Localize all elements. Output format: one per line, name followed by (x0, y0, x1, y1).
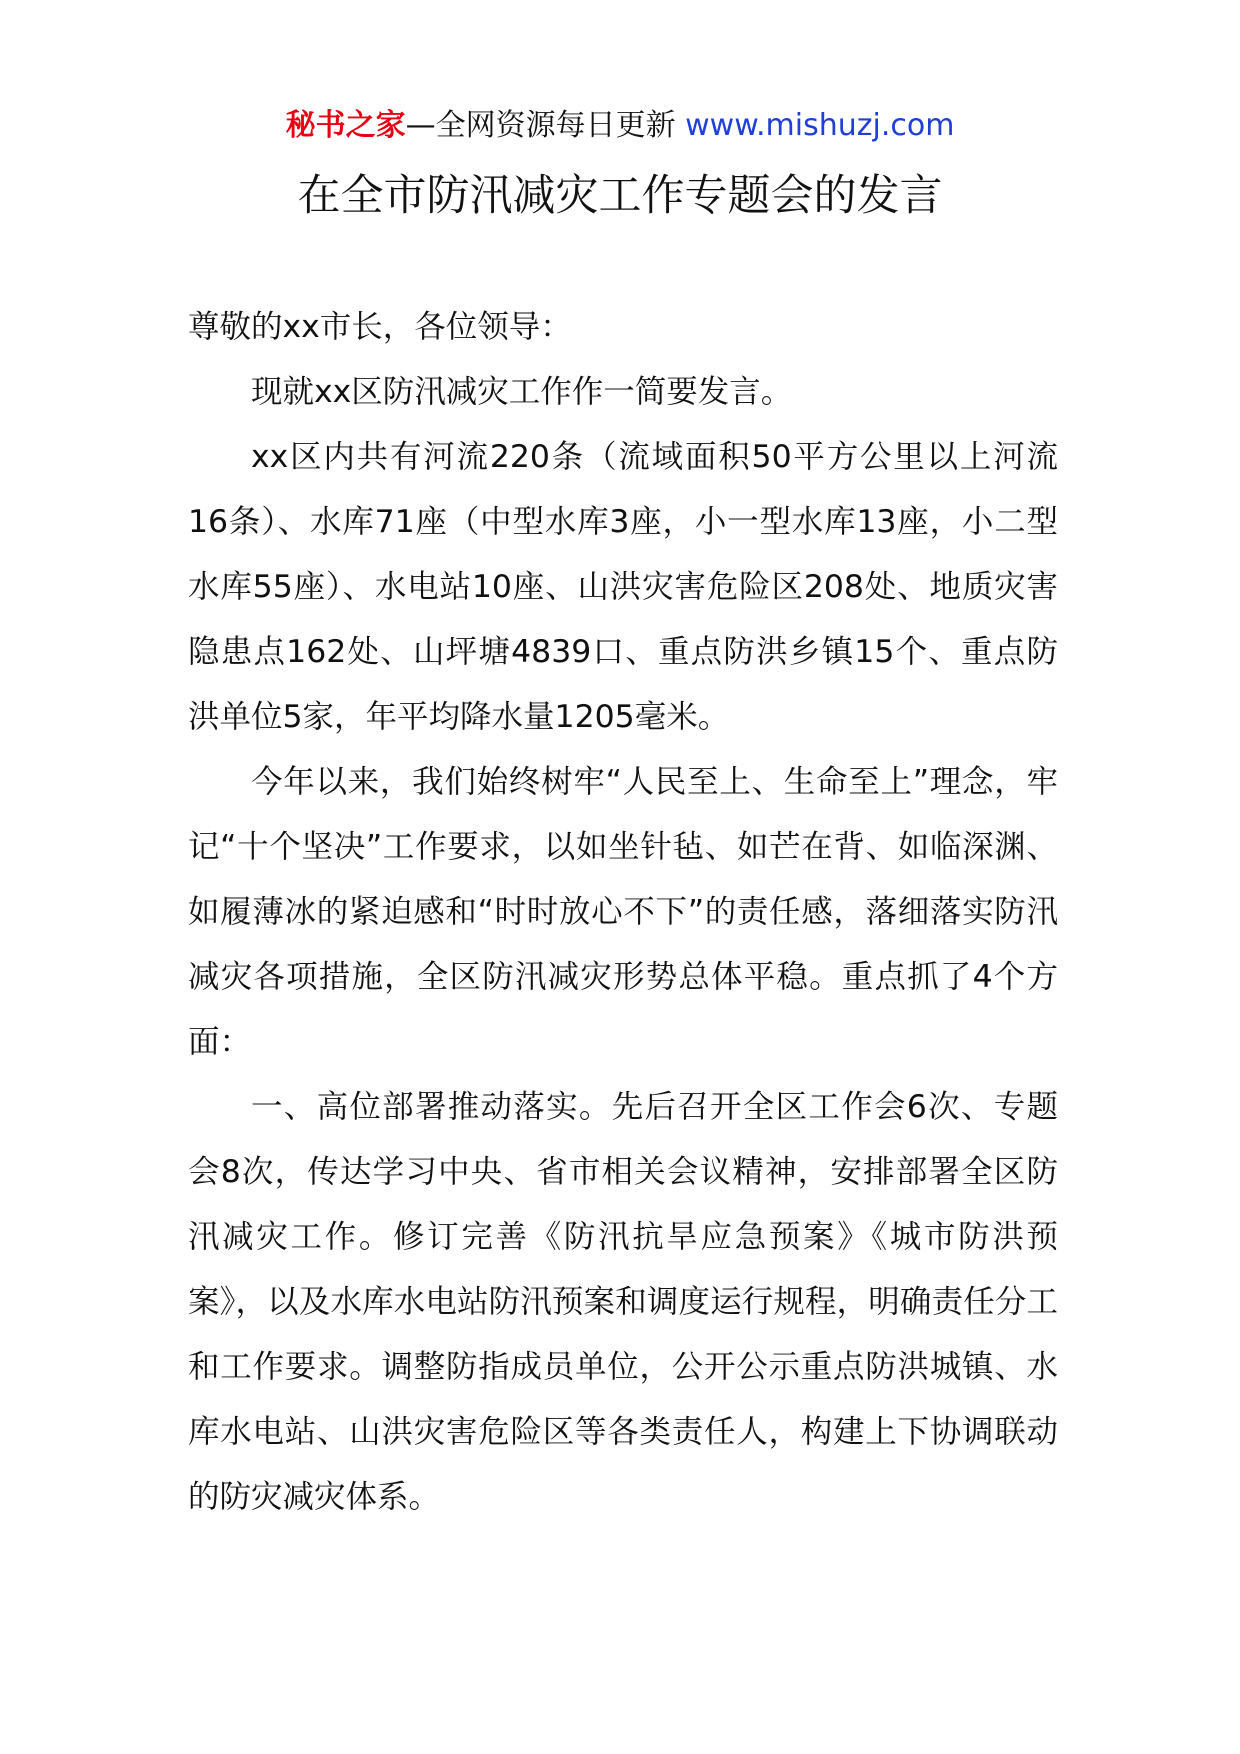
document-body (188, 295, 1058, 1530)
body-paragraph-intro: 现就xx区防汛减灾工作作一简要发言。 (251, 374, 793, 410)
body-paragraph-overview: xx区内共有河流220条（流域面积50平方公里以上河流16条）、水库71座（中型水库3座，小一型水库13座，小二型水库55座）、水电站10座、山洪灾害危险区208处、地质灾害隐患点162处、山坪塘4839口、重点防洪乡镇15个、重点防洪单位5家，年平均降水量1205毫米。 (188, 439, 1058, 735)
body-paragraph-summary: 今年以来，我们始终树牢“人民至上、生命至上”理念，牢记“十个坚决”工作要求，以如坐针毡、如芒在背、如临深渊、如履薄冰的紧迫感和“时时放心不下”的责任感，落细落实防汛减灾各项措施，全区防汛减灾形势总体平稳。重点抓了4个方面： (188, 764, 1058, 1060)
brand-name: 秘书之家 (285, 108, 406, 143)
salutation: 尊敬的xx市长，各位领导： (188, 309, 572, 345)
document-title: 在全市防汛减灾工作专题会的发言 (297, 171, 943, 221)
header-tagline: —全网资源每日更新 (405, 108, 676, 143)
site-url-link[interactable]: www.mishuzj.com (685, 108, 955, 143)
body-paragraph-point-one: 一、高位部署推动落实。先后召开全区工作会6次、专题会8次，传达学习中央、省市相关会议精神，安排部署全区防汛减灾工作。修订完善《防汛抗旱应急预案》《城市防洪预案》，以及水库水电站防汛预案和调度运行规程，明确责任分工和工作要求。调整防指成员单位，公开公示重点防洪城镇、水库水电站、山洪灾害危险区等各类责任人，构建上下协调联动的防灾减灾体系。 (188, 1089, 1058, 1515)
site-header-banner (0, 104, 1240, 148)
